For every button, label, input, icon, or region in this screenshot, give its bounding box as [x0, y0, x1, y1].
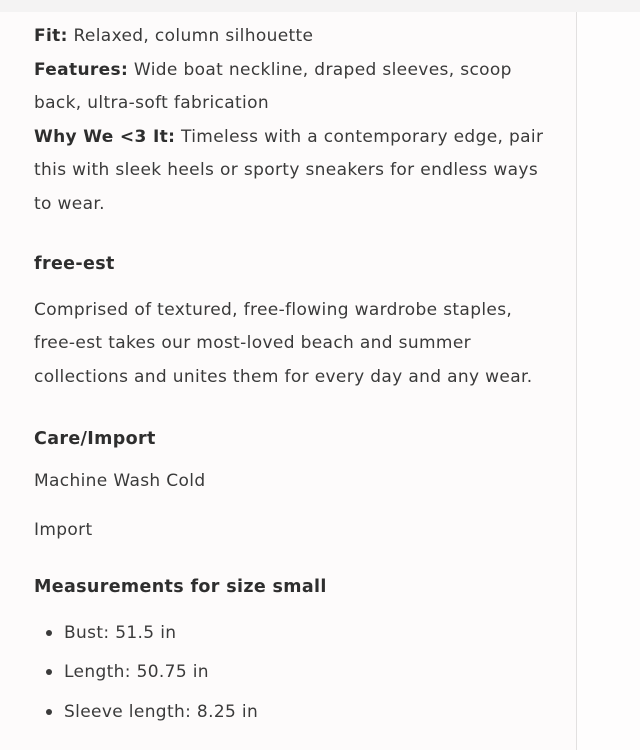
measurements-heading: Measurements for size small: [34, 577, 327, 598]
product-details-panel: [0, 12, 577, 750]
measurement-text: Bust: 51.5 in: [64, 623, 177, 644]
fit-text: Relaxed, column silhouette: [73, 26, 314, 46]
fit-label: Fit:: [34, 26, 68, 46]
product-details-content: [34, 20, 554, 724]
why-text: Timeless with a contemporary edge, pair this with sleek heels or sporty sneakers for endless ways to wear.: [34, 126, 544, 214]
care-import: Import: [34, 520, 93, 541]
measurement-item: [34, 660, 554, 684]
why-label: Why We <3 It:: [34, 126, 176, 147]
care-wash: Machine Wash Cold: [34, 471, 206, 492]
measurement-text: Length: 50.75 in: [64, 662, 209, 683]
measurement-text: Sleeve length: 8.25 in: [64, 702, 259, 723]
bullet-icon: [46, 709, 52, 715]
measurement-item: [34, 621, 554, 645]
features-text: Wide boat neckline, draped sleeves, scoop back, ultra-soft fabrication: [34, 59, 512, 114]
collection-heading: free-est: [34, 253, 115, 274]
right-side-pane: [577, 12, 640, 750]
care-heading: Care/Import: [34, 429, 156, 450]
bullet-icon: [46, 669, 52, 675]
collection-text: Comprised of textured, free-flowing wardrobe staples, free-est takes our most-loved beach and summer collections and unites them for every day and any wear.: [34, 299, 533, 387]
features-line: [34, 54, 554, 121]
features-label: Features:: [34, 59, 129, 80]
measurements-list: [34, 621, 554, 724]
top-strip: [0, 0, 640, 12]
why-line: [34, 121, 554, 222]
fit-line: [34, 20, 554, 54]
bullet-icon: [46, 630, 52, 636]
measurement-item: [34, 700, 554, 724]
